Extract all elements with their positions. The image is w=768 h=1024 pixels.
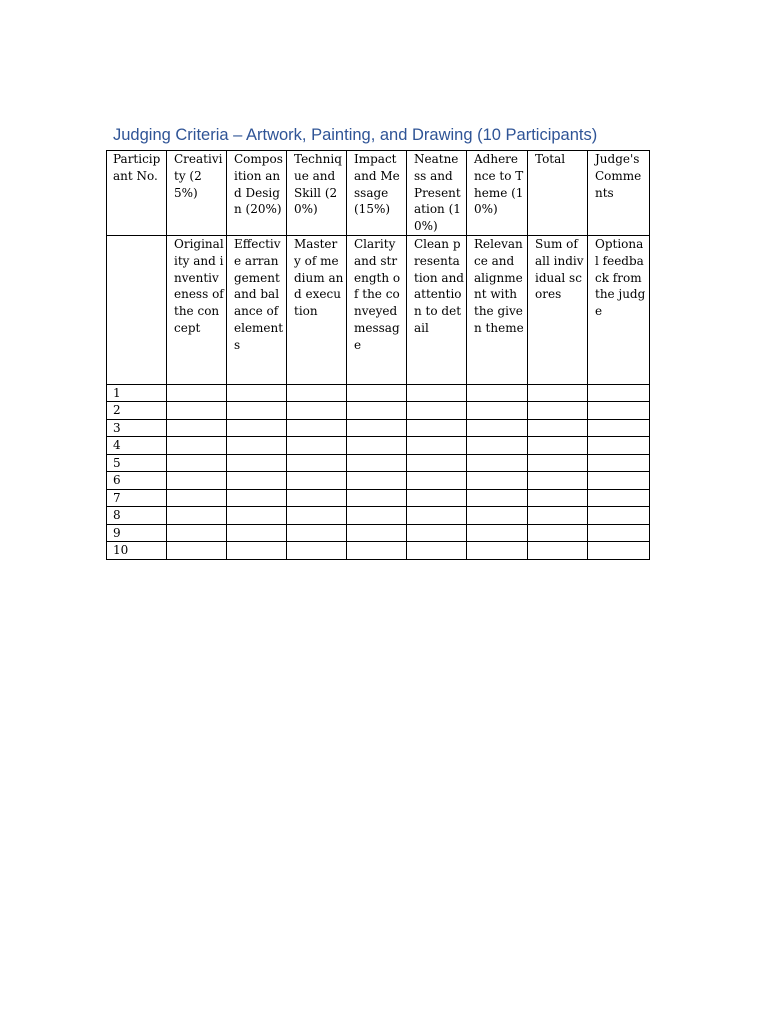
participant-number: 3 [107,419,167,437]
score-cell [167,489,227,507]
header-cell: Neatness and Presentation (10%) [407,151,467,236]
score-cell [287,384,347,402]
score-cell [227,454,287,472]
score-cell [407,507,467,525]
score-cell [528,524,588,542]
score-cell [588,437,650,455]
participant-number: 9 [107,524,167,542]
header-cell: Total [528,151,588,236]
score-cell [347,402,407,420]
header-cell: Impact and Message (15%) [347,151,407,236]
score-cell [287,507,347,525]
score-cell [167,402,227,420]
score-cell [347,507,407,525]
participant-number: 6 [107,472,167,490]
participant-number: 2 [107,402,167,420]
score-cell [528,454,588,472]
score-cell [167,507,227,525]
score-cell [227,489,287,507]
score-cell [347,489,407,507]
score-cell [287,454,347,472]
description-cell: Optional feedback from the judge [588,235,650,384]
score-cell [407,384,467,402]
judging-criteria-table [106,150,650,560]
score-cell [227,402,287,420]
description-cell: Effective arrangement and balance of elements [227,235,287,384]
participant-row [107,402,650,420]
score-cell [528,542,588,560]
score-cell [287,402,347,420]
score-cell [347,384,407,402]
score-cell [528,419,588,437]
participant-row [107,454,650,472]
participant-row [107,507,650,525]
participant-number: 1 [107,384,167,402]
score-cell [528,472,588,490]
score-cell [167,524,227,542]
score-cell [407,454,467,472]
score-cell [347,419,407,437]
score-cell [407,489,467,507]
description-cell: Originality and inventiveness of the concept [167,235,227,384]
score-cell [287,489,347,507]
score-cell [467,437,528,455]
score-cell [528,437,588,455]
page-title: Judging Criteria – Artwork, Painting, and Drawing (10 Participants) [113,126,598,144]
score-cell [588,489,650,507]
score-cell [528,489,588,507]
participant-number: 7 [107,489,167,507]
header-cell: Participant No. [107,151,167,236]
score-cell [467,542,528,560]
description-cell: Sum of all individual scores [528,235,588,384]
score-cell [588,402,650,420]
score-cell [588,454,650,472]
header-cell: Composition and Design (20%) [227,151,287,236]
score-cell [528,402,588,420]
score-cell [467,524,528,542]
score-cell [347,542,407,560]
header-cell: Adherence to Theme (10%) [467,151,528,236]
score-cell [588,524,650,542]
score-cell [347,437,407,455]
score-cell [167,542,227,560]
score-cell [467,472,528,490]
participant-row [107,489,650,507]
participant-row [107,419,650,437]
description-cell: Relevance and alignment with the given theme [467,235,528,384]
score-cell [287,472,347,490]
participant-row [107,472,650,490]
score-cell [167,472,227,490]
score-cell [287,524,347,542]
description-row [107,235,650,384]
participant-row [107,524,650,542]
participant-row [107,542,650,560]
description-cell [107,235,167,384]
participant-number: 8 [107,507,167,525]
score-cell [347,454,407,472]
description-cell: Mastery of medium and execution [287,235,347,384]
score-cell [528,507,588,525]
header-cell: Technique and Skill (20%) [287,151,347,236]
score-cell [407,402,467,420]
description-cell: Clarity and strength of the conveyed message [347,235,407,384]
score-cell [227,542,287,560]
score-cell [287,437,347,455]
score-cell [588,419,650,437]
score-cell [287,542,347,560]
participant-number: 4 [107,437,167,455]
score-cell [588,542,650,560]
score-cell [407,472,467,490]
score-cell [467,419,528,437]
score-cell [347,524,407,542]
score-cell [528,384,588,402]
score-cell [588,507,650,525]
score-cell [227,384,287,402]
score-cell [167,454,227,472]
score-cell [407,419,467,437]
score-cell [227,437,287,455]
score-cell [407,542,467,560]
score-cell [227,507,287,525]
participant-number: 10 [107,542,167,560]
score-cell [287,419,347,437]
score-cell [347,472,407,490]
score-cell [467,402,528,420]
score-cell [227,524,287,542]
participant-row [107,437,650,455]
header-cell: Creativity (25%) [167,151,227,236]
score-cell [467,489,528,507]
score-cell [167,384,227,402]
score-cell [227,472,287,490]
score-cell [167,437,227,455]
description-cell: Clean presentation and attention to detail [407,235,467,384]
score-cell [167,419,227,437]
score-cell [588,384,650,402]
score-cell [588,472,650,490]
score-cell [407,524,467,542]
header-cell: Judge's Comments [588,151,650,236]
score-cell [467,454,528,472]
participant-row [107,384,650,402]
score-cell [467,384,528,402]
participant-number: 5 [107,454,167,472]
score-cell [467,507,528,525]
header-row [107,151,650,236]
score-cell [407,437,467,455]
score-cell [227,419,287,437]
